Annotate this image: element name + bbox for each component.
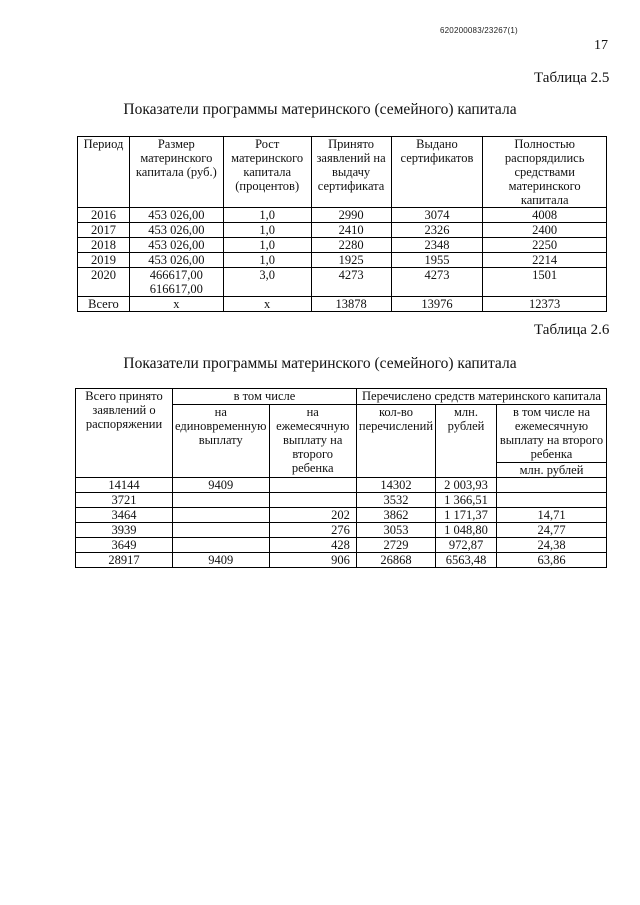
col-header-period: Период — [78, 137, 130, 208]
cell-count: 26868 — [356, 553, 435, 568]
cell-capital-size — [129, 268, 223, 297]
cell-mln-rub: 1 366,51 — [436, 493, 497, 508]
cell-period: 2020 — [78, 268, 130, 297]
cell-mln-rub: 1 048,80 — [436, 523, 497, 538]
cell-monthly: 428 — [269, 538, 356, 553]
table-row — [76, 493, 607, 508]
col-header-capital-growth: Рост материнского капитала (процентов) — [223, 137, 311, 208]
cell-capital-size: 453 026,00 — [129, 208, 223, 223]
cell-total-accepted: 3649 — [76, 538, 173, 553]
cell-capital-growth: х — [223, 297, 311, 312]
cell-period: 2019 — [78, 253, 130, 268]
cell-certificates: 2326 — [391, 223, 483, 238]
col-header-certificates: Выдано сертификатов — [391, 137, 483, 208]
cell-incl-monthly — [497, 493, 607, 508]
cell-monthly — [269, 478, 356, 493]
cell-one-time — [173, 508, 270, 523]
cell-applications: 2990 — [311, 208, 391, 223]
cell-monthly: 906 — [269, 553, 356, 568]
cell-total-accepted: 14144 — [76, 478, 173, 493]
table-title-2-5: Показатели программы материнского (семейного) капитала — [123, 101, 517, 118]
cell-period: 2018 — [78, 238, 130, 253]
cell-period: 2016 — [78, 208, 130, 223]
col-header-one-time: на единовременную выплату — [173, 405, 270, 478]
cell-total-label: Всего — [78, 297, 130, 312]
cell-fully-used: 12373 — [483, 297, 607, 312]
capital-size-value: 466617,00 — [149, 268, 203, 282]
cell-capital-growth: 3,0 — [223, 268, 311, 297]
cell-capital-growth: 1,0 — [223, 238, 311, 253]
cell-one-time: 9409 — [173, 553, 270, 568]
table-row-total — [78, 297, 607, 312]
cell-one-time: 9409 — [173, 478, 270, 493]
cell-certificates: 1955 — [391, 253, 483, 268]
col-header-count: кол-во перечислений — [356, 405, 435, 478]
cell-period: 2017 — [78, 223, 130, 238]
cell-capital-growth: 1,0 — [223, 253, 311, 268]
cell-one-time — [173, 523, 270, 538]
cell-fully-used: 1501 — [483, 268, 607, 297]
col-header-including: в том числе — [173, 389, 357, 405]
col-header-applications: Принято заявлений на выдачу сертификата — [311, 137, 391, 208]
col-header-incl-monthly: в том числе на ежемесячную выплату на второго ребенка — [497, 405, 607, 463]
cell-capital-growth: 1,0 — [223, 223, 311, 238]
document-code: 620200083/23267(1) — [440, 26, 518, 35]
cell-count: 14302 — [356, 478, 435, 493]
cell-applications: 13878 — [311, 297, 391, 312]
col-header-fully-used: Полностью распорядились средствами материнского капитала — [483, 137, 607, 208]
cell-mln-rub: 6563,48 — [436, 553, 497, 568]
cell-capital-size: 453 026,00 — [129, 238, 223, 253]
cell-capital-growth: 1,0 — [223, 208, 311, 223]
cell-mln-rub: 2 003,93 — [436, 478, 497, 493]
cell-fully-used: 2250 — [483, 238, 607, 253]
cell-total-accepted: 28917 — [76, 553, 173, 568]
table-title-2-6: Показатели программы материнского (семейного) капитала — [123, 355, 517, 372]
maternity-capital-table-2-6 — [75, 388, 607, 568]
table-row — [76, 508, 607, 523]
cell-incl-monthly: 14,71 — [497, 508, 607, 523]
cell-monthly: 276 — [269, 523, 356, 538]
cell-monthly — [269, 493, 356, 508]
cell-incl-monthly: 63,86 — [497, 553, 607, 568]
col-header-mln-rub: млн. рублей — [436, 405, 497, 478]
cell-one-time — [173, 538, 270, 553]
cell-one-time — [173, 493, 270, 508]
table-row — [78, 238, 607, 253]
cell-fully-used: 2214 — [483, 253, 607, 268]
cell-total-accepted: 3464 — [76, 508, 173, 523]
table-row — [76, 478, 607, 493]
cell-capital-size: 453 026,00 — [129, 253, 223, 268]
cell-count: 2729 — [356, 538, 435, 553]
col-header-capital-size: Размер материнского капитала (руб.) — [129, 137, 223, 208]
col-header-monthly: на ежемесячную выплату на второго ребенка — [269, 405, 356, 478]
cell-count: 3862 — [356, 508, 435, 523]
cell-applications: 2280 — [311, 238, 391, 253]
cell-incl-monthly — [497, 478, 607, 493]
table-row — [78, 253, 607, 268]
table-row — [76, 538, 607, 553]
cell-mln-rub: 972,87 — [436, 538, 497, 553]
table-row — [78, 223, 607, 238]
cell-certificates: 13976 — [391, 297, 483, 312]
cell-applications: 1925 — [311, 253, 391, 268]
cell-fully-used: 2400 — [483, 223, 607, 238]
cell-incl-monthly: 24,38 — [497, 538, 607, 553]
cell-capital-size: х — [129, 297, 223, 312]
table-row-total — [76, 553, 607, 568]
table-label-2-5: Таблица 2.5 — [534, 70, 610, 86]
maternity-capital-table-2-5 — [77, 136, 607, 312]
cell-applications: 2410 — [311, 223, 391, 238]
cell-mln-rub: 1 171,37 — [436, 508, 497, 523]
cell-count: 3532 — [356, 493, 435, 508]
cell-certificates: 3074 — [391, 208, 483, 223]
cell-fully-used: 4008 — [483, 208, 607, 223]
cell-incl-monthly: 24,77 — [497, 523, 607, 538]
page-number: 17 — [594, 38, 608, 53]
cell-count: 3053 — [356, 523, 435, 538]
cell-capital-size: 453 026,00 — [129, 223, 223, 238]
col-header-total-accepted: Всего принято заявлений о распоряжении — [76, 389, 173, 478]
table-row — [78, 208, 607, 223]
cell-monthly: 202 — [269, 508, 356, 523]
cell-certificates: 2348 — [391, 238, 483, 253]
cell-total-accepted: 3721 — [76, 493, 173, 508]
col-header-mln-rub-2: млн. рублей — [497, 463, 607, 478]
cell-certificates: 4273 — [391, 268, 483, 297]
cell-total-accepted: 3939 — [76, 523, 173, 538]
table-row — [78, 268, 607, 297]
table-row — [76, 523, 607, 538]
table-label-2-6: Таблица 2.6 — [534, 322, 610, 338]
capital-size-value-extra: 616617,00 — [149, 282, 203, 296]
col-header-transferred: Перечислено средств материнского капитала — [356, 389, 606, 405]
cell-applications: 4273 — [311, 268, 391, 297]
